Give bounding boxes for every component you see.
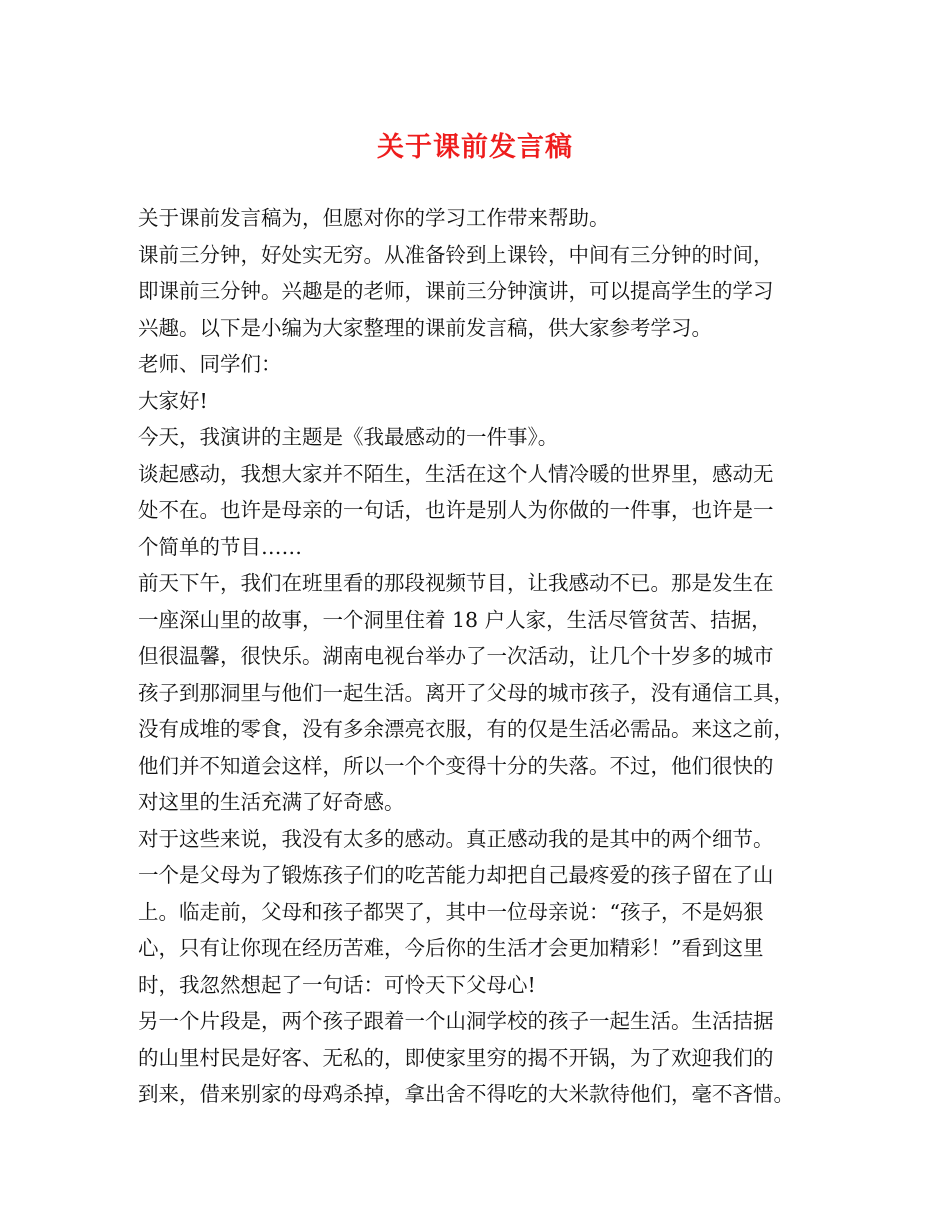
- text-line: 没有成堆的零食，没有多余漂亮衣服，有的仅是生活必需品。来这之前，: [138, 717, 794, 741]
- text-line: 一个是父母为了锻炼孩子们的吃苦能力却把自己最疼爱的孩子留在了山: [138, 863, 774, 887]
- text-line: 关于课前发言稿为，但愿对你的学习工作带来帮助。: [138, 206, 610, 230]
- text-line: 到来，借来别家的母鸡杀掉，拿出舍不得吃的大米款待他们，毫不吝惜。: [138, 1082, 794, 1106]
- text-line: 他们并不知道会这样，所以一个个变得十分的失落。不过，他们很快的: [138, 753, 774, 778]
- text-line: 上。临走前，父母和孩子都哭了，其中一位母亲说：“孩子，不是妈狠: [138, 899, 764, 924]
- text-line: 孩子到那洞里与他们一起生活。离开了父母的城市孩子，没有通信工具，: [138, 680, 794, 705]
- text-line: 兴趣。以下是小编为大家整理的课前发言稿，供大家参考学习。: [138, 315, 712, 340]
- text-line: 另一个片段是，两个孩子跟着一个山洞学校的孩子一起生活。生活拮据: [138, 1009, 774, 1033]
- text-line: 心，只有让你现在经历苦难，今后你的生活才会更加精彩！”看到这里: [138, 936, 764, 960]
- document-title: 关于课前发言稿: [377, 132, 573, 163]
- text-line: 课前三分钟，好处实无穷。从准备铃到上课铃，中间有三分钟的时间，: [138, 242, 774, 267]
- text-line: 大家好!: [138, 388, 208, 413]
- text-line: 的山里村民是好客、无私的，即使家里穷的揭不开锅，为了欢迎我们的: [138, 1045, 774, 1070]
- text-line: 但很温馨，很快乐。湖南电视台举办了一次活动，让几个十岁多的城市: [138, 644, 774, 668]
- text-line: 前天下午，我们在班里看的那段视频节目，让我感动不已。那是发生在: [138, 571, 774, 595]
- document-body: [138, 200, 828, 1113]
- text-line: 对这里的生活充满了好奇感。: [138, 790, 405, 814]
- text-line: 即课前三分钟。兴趣是的老师，课前三分钟演讲，可以提高学生的学习: [138, 279, 774, 303]
- text-line: 谈起感动，我想大家并不陌生，生活在这个人情冷暖的世界里，感动无: [138, 461, 774, 486]
- text-line: 处不在。也许是母亲的一句话，也许是别人为你做的一件事，也许是一: [138, 498, 774, 522]
- text-line: 个简单的节目……: [138, 534, 302, 559]
- text-line: 对于这些来说，我没有太多的感动。真正感动我的是其中的两个细节。: [138, 826, 774, 851]
- text-line: 今天，我演讲的主题是《我最感动的一件事》。: [138, 425, 559, 449]
- text-line: 一座深山里的故事，一个洞里住着 18 户人家，生活尽管贫苦、拮据，: [138, 607, 772, 632]
- text-line: 老师、同学们：: [138, 352, 282, 376]
- text-line: 时，我忽然想起了一句话：可怜天下父母心!: [138, 972, 536, 997]
